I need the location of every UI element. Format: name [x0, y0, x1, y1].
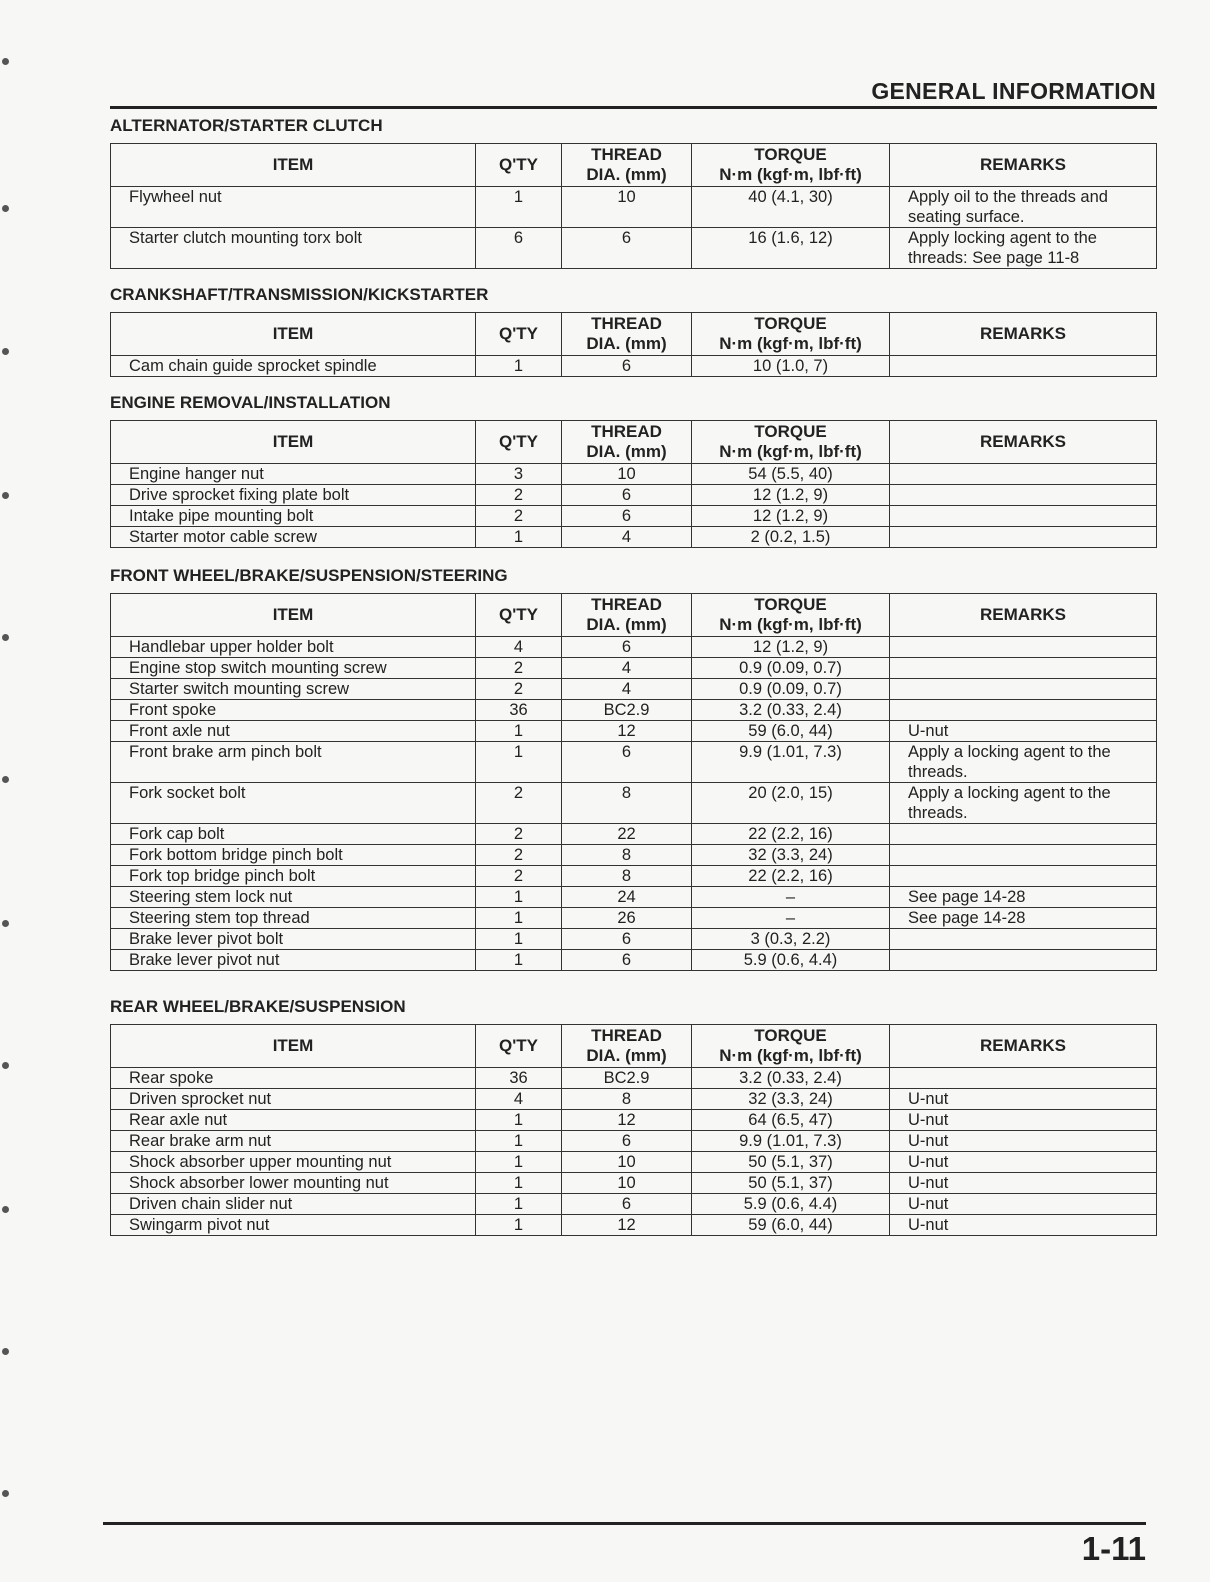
table-header-row — [111, 594, 1157, 637]
cell-thread: BC2.9 — [562, 700, 692, 721]
cell-item: Driven chain slider nut — [111, 1194, 476, 1215]
cell-torque: 3 (0.3, 2.2) — [692, 929, 890, 950]
binder-mark — [2, 634, 9, 641]
torque-table — [110, 1024, 1157, 1236]
cell-item: Brake lever pivot bolt — [111, 929, 476, 950]
header-torque-text: TORQUE — [754, 422, 827, 441]
cell-torque: 16 (1.6, 12) — [692, 228, 890, 269]
cell-item: Fork socket bolt — [111, 783, 476, 824]
page-number: 1-11 — [1081, 1530, 1146, 1567]
cell-item: Cam chain guide sprocket spindle — [111, 356, 476, 377]
header-qty — [476, 421, 562, 464]
header-thread-text: THREAD — [591, 314, 662, 333]
cell-qty: 2 — [476, 679, 562, 700]
header-rule — [110, 106, 1157, 109]
cell-item: Engine stop switch mounting screw — [111, 658, 476, 679]
cell-torque: 0.9 (0.09, 0.7) — [692, 658, 890, 679]
cell-qty: 1 — [476, 527, 562, 548]
cell-thread: 6 — [562, 485, 692, 506]
cell-remarks — [890, 866, 1157, 887]
cell-remarks: Apply a locking agent to the threads. — [890, 742, 1157, 783]
header-torque — [692, 1025, 890, 1068]
cell-thread: 12 — [562, 1215, 692, 1236]
table-row — [111, 658, 1157, 679]
header-item — [111, 144, 476, 187]
header-thread-text: DIA. (mm) — [586, 1046, 667, 1065]
cell-remarks: U-nut — [890, 1215, 1157, 1236]
table-row — [111, 1089, 1157, 1110]
section — [110, 565, 1156, 971]
cell-thread: 10 — [562, 1152, 692, 1173]
table-row — [111, 950, 1157, 971]
cell-qty: 1 — [476, 187, 562, 228]
table-row — [111, 637, 1157, 658]
cell-item: Front brake arm pinch bolt — [111, 742, 476, 783]
header-thread-text: DIA. (mm) — [586, 165, 667, 184]
footer-rule — [103, 1522, 1146, 1525]
cell-thread: 6 — [562, 228, 692, 269]
header-qty — [476, 144, 562, 187]
cell-qty: 2 — [476, 824, 562, 845]
header-torque-text: N·m (kgf·m, lbf·ft) — [719, 1046, 862, 1065]
header-remarks — [890, 144, 1157, 187]
cell-item: Drive sprocket fixing plate bolt — [111, 485, 476, 506]
binder-mark — [2, 1206, 9, 1213]
header-qty — [476, 1025, 562, 1068]
binder-mark — [2, 58, 9, 65]
cell-torque: 9.9 (1.01, 7.3) — [692, 742, 890, 783]
cell-torque: 32 (3.3, 24) — [692, 1089, 890, 1110]
cell-item: Handlebar upper holder bolt — [111, 637, 476, 658]
section-title: REAR WHEEL/BRAKE/SUSPENSION — [110, 997, 406, 1016]
header-torque-text: N·m (kgf·m, lbf·ft) — [719, 442, 862, 461]
section — [110, 284, 1156, 377]
cell-remarks: U-nut — [890, 1131, 1157, 1152]
cell-item: Fork top bridge pinch bolt — [111, 866, 476, 887]
table-row — [111, 908, 1157, 929]
header-thread — [562, 144, 692, 187]
header-qty-text: Q'TY — [499, 324, 538, 343]
header-thread — [562, 313, 692, 356]
header-item — [111, 313, 476, 356]
cell-item: Intake pipe mounting bolt — [111, 506, 476, 527]
torque-table — [110, 312, 1157, 377]
cell-thread: 10 — [562, 1173, 692, 1194]
cell-thread: 6 — [562, 637, 692, 658]
cell-qty: 36 — [476, 1068, 562, 1089]
cell-qty: 1 — [476, 1152, 562, 1173]
cell-torque: 50 (5.1, 37) — [692, 1173, 890, 1194]
header-thread — [562, 594, 692, 637]
header-torque — [692, 144, 890, 187]
cell-thread: 8 — [562, 866, 692, 887]
cell-remarks — [890, 824, 1157, 845]
header-remarks — [890, 421, 1157, 464]
header-thread-text: DIA. (mm) — [586, 442, 667, 461]
cell-torque: 3.2 (0.33, 2.4) — [692, 1068, 890, 1089]
cell-item: Front spoke — [111, 700, 476, 721]
cell-thread: 22 — [562, 824, 692, 845]
binder-mark — [2, 348, 9, 355]
header-qty-text: Q'TY — [499, 605, 538, 624]
cell-qty: 6 — [476, 228, 562, 269]
cell-qty: 1 — [476, 742, 562, 783]
cell-remarks — [890, 356, 1157, 377]
cell-remarks: U-nut — [890, 1089, 1157, 1110]
cell-item: Rear spoke — [111, 1068, 476, 1089]
header-thread-text: DIA. (mm) — [586, 334, 667, 353]
cell-torque: 0.9 (0.09, 0.7) — [692, 679, 890, 700]
cell-remarks — [890, 929, 1157, 950]
cell-torque: 64 (6.5, 47) — [692, 1110, 890, 1131]
cell-torque: – — [692, 908, 890, 929]
cell-torque: 54 (5.5, 40) — [692, 464, 890, 485]
cell-item: Brake lever pivot nut — [111, 950, 476, 971]
cell-thread: 6 — [562, 742, 692, 783]
table-row — [111, 228, 1157, 269]
table-row — [111, 887, 1157, 908]
header-torque-text: N·m (kgf·m, lbf·ft) — [719, 165, 862, 184]
cell-torque: 50 (5.1, 37) — [692, 1152, 890, 1173]
cell-torque: 22 (2.2, 16) — [692, 866, 890, 887]
table-row — [111, 527, 1157, 548]
cell-remarks: U-nut — [890, 1152, 1157, 1173]
header-remarks-text: REMARKS — [980, 1036, 1066, 1055]
cell-torque: 22 (2.2, 16) — [692, 824, 890, 845]
cell-torque: 5.9 (0.6, 4.4) — [692, 950, 890, 971]
section-title: ALTERNATOR/STARTER CLUTCH — [110, 116, 383, 135]
cell-remarks: Apply a locking agent to the threads. — [890, 783, 1157, 824]
cell-remarks — [890, 464, 1157, 485]
cell-thread: 6 — [562, 506, 692, 527]
cell-item: Shock absorber lower mounting nut — [111, 1173, 476, 1194]
binder-mark — [2, 920, 9, 927]
header-torque — [692, 594, 890, 637]
cell-remarks: U-nut — [890, 721, 1157, 742]
cell-item: Front axle nut — [111, 721, 476, 742]
cell-qty: 1 — [476, 929, 562, 950]
header-remarks-text: REMARKS — [980, 432, 1066, 451]
torque-table — [110, 593, 1157, 971]
cell-item: Driven sprocket nut — [111, 1089, 476, 1110]
cell-torque: 12 (1.2, 9) — [692, 637, 890, 658]
cell-qty: 1 — [476, 950, 562, 971]
header-remarks — [890, 1025, 1157, 1068]
header-thread — [562, 421, 692, 464]
cell-thread: 6 — [562, 1194, 692, 1215]
cell-remarks: Apply oil to the threads and seating surface. — [890, 187, 1157, 228]
cell-remarks — [890, 527, 1157, 548]
cell-qty: 1 — [476, 1215, 562, 1236]
binder-mark — [2, 776, 9, 783]
cell-qty: 1 — [476, 356, 562, 377]
cell-torque: 9.9 (1.01, 7.3) — [692, 1131, 890, 1152]
table-row — [111, 1110, 1157, 1131]
cell-item: Starter motor cable screw — [111, 527, 476, 548]
header-thread-text: THREAD — [591, 1026, 662, 1045]
page-title: GENERAL INFORMATION — [871, 78, 1156, 104]
torque-table — [110, 143, 1157, 269]
cell-item: Engine hanger nut — [111, 464, 476, 485]
cell-thread: 12 — [562, 1110, 692, 1131]
cell-qty: 1 — [476, 1110, 562, 1131]
header-remarks-text: REMARKS — [980, 605, 1066, 624]
cell-qty: 1 — [476, 908, 562, 929]
cell-torque: 20 (2.0, 15) — [692, 783, 890, 824]
cell-remarks — [890, 1068, 1157, 1089]
section-title: FRONT WHEEL/BRAKE/SUSPENSION/STEERING — [110, 566, 508, 585]
table-header-row — [111, 144, 1157, 187]
cell-qty: 2 — [476, 783, 562, 824]
cell-qty: 1 — [476, 721, 562, 742]
header-qty — [476, 313, 562, 356]
section-title: ENGINE REMOVAL/INSTALLATION — [110, 393, 391, 412]
cell-torque: 40 (4.1, 30) — [692, 187, 890, 228]
cell-item: Shock absorber upper mounting nut — [111, 1152, 476, 1173]
cell-thread: 6 — [562, 356, 692, 377]
header-qty-text: Q'TY — [499, 1036, 538, 1055]
cell-item: Starter clutch mounting torx bolt — [111, 228, 476, 269]
cell-thread: 6 — [562, 1131, 692, 1152]
cell-thread: 12 — [562, 721, 692, 742]
section — [110, 996, 1156, 1236]
table-row — [111, 824, 1157, 845]
cell-thread: 4 — [562, 679, 692, 700]
cell-remarks — [890, 700, 1157, 721]
header-torque-text: TORQUE — [754, 314, 827, 333]
cell-torque: 12 (1.2, 9) — [692, 506, 890, 527]
cell-item: Steering stem lock nut — [111, 887, 476, 908]
header-thread-text: THREAD — [591, 595, 662, 614]
cell-qty: 2 — [476, 845, 562, 866]
cell-qty: 1 — [476, 1194, 562, 1215]
cell-qty: 4 — [476, 1089, 562, 1110]
cell-torque: 5.9 (0.6, 4.4) — [692, 1194, 890, 1215]
section — [110, 392, 1156, 548]
header-qty-text: Q'TY — [499, 432, 538, 451]
table-row — [111, 506, 1157, 527]
header-remarks — [890, 594, 1157, 637]
header-thread — [562, 1025, 692, 1068]
table-row — [111, 721, 1157, 742]
table-row — [111, 1215, 1157, 1236]
cell-remarks: U-nut — [890, 1194, 1157, 1215]
cell-qty: 2 — [476, 866, 562, 887]
header-remarks-text: REMARKS — [980, 155, 1066, 174]
cell-remarks — [890, 506, 1157, 527]
cell-qty: 1 — [476, 1131, 562, 1152]
cell-thread: 10 — [562, 187, 692, 228]
cell-thread: 4 — [562, 527, 692, 548]
cell-remarks — [890, 658, 1157, 679]
binder-mark — [2, 492, 9, 499]
table-row — [111, 464, 1157, 485]
cell-item: Flywheel nut — [111, 187, 476, 228]
table-row — [111, 783, 1157, 824]
cell-remarks — [890, 845, 1157, 866]
table-row — [111, 1152, 1157, 1173]
cell-torque: 2 (0.2, 1.5) — [692, 527, 890, 548]
cell-torque: 59 (6.0, 44) — [692, 1215, 890, 1236]
cell-qty: 2 — [476, 658, 562, 679]
table-row — [111, 1131, 1157, 1152]
cell-thread: 4 — [562, 658, 692, 679]
cell-qty: 36 — [476, 700, 562, 721]
binder-mark — [2, 1348, 9, 1355]
cell-item: Fork bottom bridge pinch bolt — [111, 845, 476, 866]
cell-qty: 4 — [476, 637, 562, 658]
cell-thread: 26 — [562, 908, 692, 929]
cell-thread: 8 — [562, 1089, 692, 1110]
cell-torque: 32 (3.3, 24) — [692, 845, 890, 866]
table-row — [111, 742, 1157, 783]
binder-mark — [2, 1490, 9, 1497]
header-item-text: ITEM — [272, 155, 314, 174]
cell-thread: 6 — [562, 950, 692, 971]
header-qty-text: Q'TY — [499, 155, 538, 174]
header-item-text: ITEM — [272, 1036, 314, 1055]
table-row — [111, 1194, 1157, 1215]
header-thread-text: DIA. (mm) — [586, 615, 667, 634]
header-item-text: ITEM — [272, 324, 314, 343]
cell-remarks — [890, 637, 1157, 658]
cell-torque: – — [692, 887, 890, 908]
header-torque-text: TORQUE — [754, 595, 827, 614]
header-torque-text: N·m (kgf·m, lbf·ft) — [719, 334, 862, 353]
section-title: CRANKSHAFT/TRANSMISSION/KICKSTARTER — [110, 285, 489, 304]
cell-torque: 10 (1.0, 7) — [692, 356, 890, 377]
header-thread-text: THREAD — [591, 422, 662, 441]
cell-remarks: Apply locking agent to the threads: See page 11-8 — [890, 228, 1157, 269]
header-item — [111, 421, 476, 464]
cell-thread: 10 — [562, 464, 692, 485]
table-header-row — [111, 1025, 1157, 1068]
cell-item: Rear axle nut — [111, 1110, 476, 1131]
table-header-row — [111, 313, 1157, 356]
header-item-text: ITEM — [272, 605, 314, 624]
table-row — [111, 700, 1157, 721]
header-torque-text: TORQUE — [754, 145, 827, 164]
table-row — [111, 356, 1157, 377]
cell-qty: 2 — [476, 506, 562, 527]
cell-qty: 2 — [476, 485, 562, 506]
table-row — [111, 485, 1157, 506]
cell-thread: 8 — [562, 845, 692, 866]
table-row — [111, 1173, 1157, 1194]
cell-item: Fork cap bolt — [111, 824, 476, 845]
section — [110, 115, 1156, 269]
cell-item: Rear brake arm nut — [111, 1131, 476, 1152]
header-torque — [692, 421, 890, 464]
cell-qty: 3 — [476, 464, 562, 485]
cell-qty: 1 — [476, 1173, 562, 1194]
cell-item: Starter switch mounting screw — [111, 679, 476, 700]
cell-item: Steering stem top thread — [111, 908, 476, 929]
cell-remarks — [890, 679, 1157, 700]
cell-thread: 24 — [562, 887, 692, 908]
cell-thread: 8 — [562, 783, 692, 824]
header-remarks — [890, 313, 1157, 356]
table-row — [111, 929, 1157, 950]
header-item-text: ITEM — [272, 432, 314, 451]
header-remarks-text: REMARKS — [980, 324, 1066, 343]
cell-remarks: See page 14-28 — [890, 887, 1157, 908]
cell-remarks: See page 14-28 — [890, 908, 1157, 929]
header-qty — [476, 594, 562, 637]
header-item — [111, 1025, 476, 1068]
header-item — [111, 594, 476, 637]
table-row — [111, 866, 1157, 887]
cell-item: Swingarm pivot nut — [111, 1215, 476, 1236]
table-header-row — [111, 421, 1157, 464]
table-row — [111, 1068, 1157, 1089]
cell-remarks — [890, 485, 1157, 506]
table-row — [111, 845, 1157, 866]
cell-remarks: U-nut — [890, 1173, 1157, 1194]
header-torque-text: TORQUE — [754, 1026, 827, 1045]
header-torque — [692, 313, 890, 356]
binder-mark — [2, 205, 9, 212]
cell-remarks: U-nut — [890, 1110, 1157, 1131]
header-torque-text: N·m (kgf·m, lbf·ft) — [719, 615, 862, 634]
cell-torque: 59 (6.0, 44) — [692, 721, 890, 742]
torque-table — [110, 420, 1157, 548]
cell-thread: 6 — [562, 929, 692, 950]
header-thread-text: THREAD — [591, 145, 662, 164]
cell-thread: BC2.9 — [562, 1068, 692, 1089]
table-row — [111, 187, 1157, 228]
table-row — [111, 679, 1157, 700]
cell-torque: 12 (1.2, 9) — [692, 485, 890, 506]
cell-qty: 1 — [476, 887, 562, 908]
binder-mark — [2, 1062, 9, 1069]
cell-torque: 3.2 (0.33, 2.4) — [692, 700, 890, 721]
cell-remarks — [890, 950, 1157, 971]
